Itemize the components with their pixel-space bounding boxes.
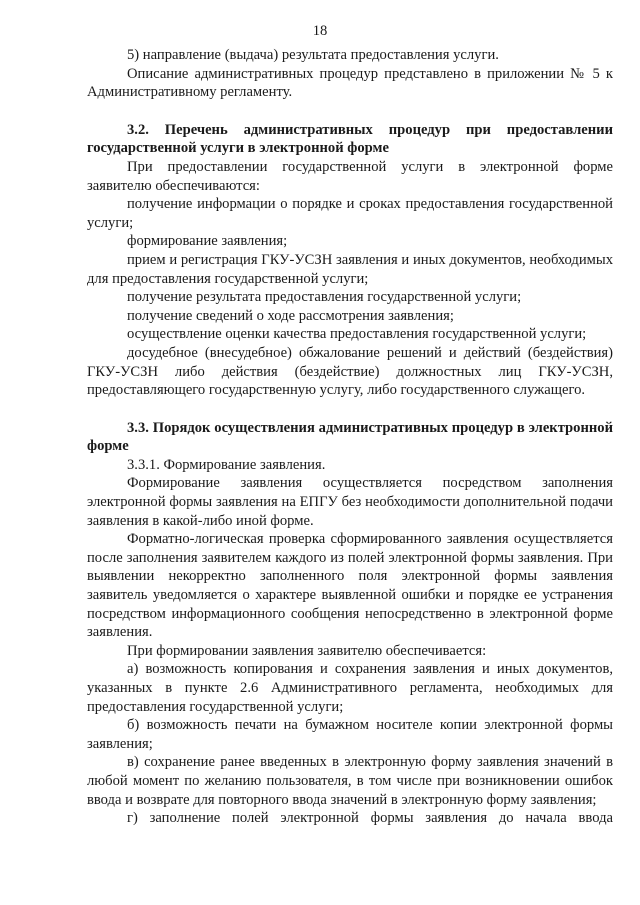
page-number: 18 bbox=[312, 23, 328, 39]
section-3-3-paragraph: г) заполнение полей электронной формы заявления до начала ввода bbox=[127, 810, 613, 827]
intro-paragraph-2: Описание административных процедур представлено в приложении № 5 к Административному регламенту. bbox=[87, 65, 613, 101]
section-3-2-paragraph: прием и регистрация ГКУ-УСЗН заявления и иных документов, необходимых для предоставления государственной услуги; bbox=[87, 251, 613, 287]
section-3-2-heading: 3.2. Перечень административных процедур при предоставлении государственной услуги в электронной форме bbox=[87, 121, 613, 157]
intro-paragraph-1: 5) направление (выдача) результата предоставления услуги. bbox=[127, 47, 499, 63]
section-3-2-paragraph: получение информации о порядке и сроках предоставления государственной услуги; bbox=[87, 196, 613, 231]
section-3-3-paragraph: Форматно-логическая проверка сформированного заявления осуществляется после заполнения заявителем каждого из полей электронной формы заявления. При выявлении некорректно заполненного поля электронной формы заявления заявитель уведомляется о характере выявленной ошибки и порядке ее устранения посредством информационного сообщения непосредственно в электронной форме заявления. bbox=[87, 531, 613, 641]
page-content bbox=[87, 46, 613, 828]
section-3-3-paragraph: При формировании заявления заявителю обеспечивается: bbox=[127, 642, 487, 659]
section-3-3-paragraph: в) сохранение ранее введенных в электронную форму заявления значений в любой момент по желанию пользователя, в том числе при возникновении ошибок ввода и возврате для повторного ввода значений в электронную форму заявления; bbox=[87, 754, 613, 808]
section-3-3-heading: 3.3. Порядок осуществления административных процедур в электронной форме bbox=[87, 419, 613, 455]
section-3-2-paragraph: досудебное (внесудебное) обжалование решений и действий (бездействия) ГКУ-УСЗН либо действия (бездействие) должностных лиц ГКУ-УСЗН, предоставляющего государственную услугу, либо государственного служащего. bbox=[87, 344, 613, 399]
section-3-2-paragraph: формирование заявления; bbox=[127, 233, 288, 250]
section-3-3-paragraph: Формирование заявления осуществляется посредством заполнения электронной формы заявления на ЕПГУ без необходимости дополнительной подачи заявления в какой-либо иной форме. bbox=[87, 475, 613, 529]
section-3-3-paragraph: 3.3.1. Формирование заявления. bbox=[127, 456, 326, 473]
section-3-2-paragraph: При предоставлении государственной услуги в электронной форме заявителю обеспечиваются: bbox=[87, 158, 613, 194]
section-3-3-paragraph: б) возможность печати на бумажном носителе копии электронной формы заявления; bbox=[87, 717, 613, 752]
section-3-3-paragraph: а) возможность копирования и сохранения заявления и иных документов, указанных в пункте 2.6 Административного регламента, необходимых для предоставления государственной услуги; bbox=[87, 661, 613, 715]
section-3-2-paragraph: получение результата предоставления государственной услуги; bbox=[127, 289, 522, 306]
section-3-2-paragraph: осуществление оценки качества предоставления государственной услуги; bbox=[127, 326, 587, 343]
section-3-2-paragraph: получение сведений о ходе рассмотрения заявления; bbox=[127, 307, 454, 324]
